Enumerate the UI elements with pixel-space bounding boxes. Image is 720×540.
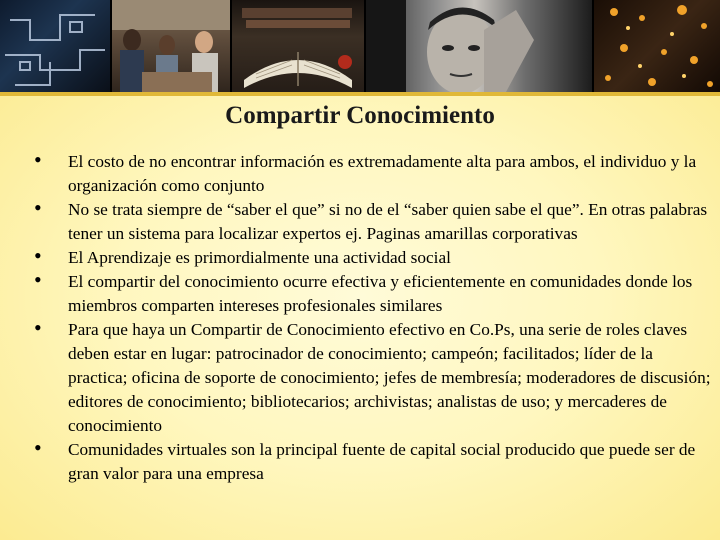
bullet-text: Para que haya un Compartir de Conocimiento efectivo en Co.Ps, una serie de roles claves deben estar en lugar: patrocinador de conocimiento; campeón; facilitados; líder de la practica; oficina de soporte de conocimiento; jefes de membresía; moderadores de discusión; editores de conocimiento; bibliotecarios; archivistas; analistas de uso; y mercaderes de conocimiento — [68, 320, 711, 435]
network-photo — [0, 0, 110, 92]
bullet-item — [30, 435, 716, 486]
bullet-item — [30, 267, 716, 318]
bullet-dot-icon: • — [34, 243, 42, 268]
bullet-dot-icon: • — [34, 435, 42, 460]
bullet-item — [30, 315, 716, 438]
bullet-item — [30, 147, 716, 198]
meeting-photo — [112, 0, 230, 92]
bullet-text: El Aprendizaje es primordialmente una actividad social — [68, 248, 451, 267]
server-rack-photo — [594, 0, 720, 92]
bullet-text: No se trata siempre de “saber el que” si no de el “saber quien sabe el que”. En otras palabras tener un sistema para localizar expertos ej. Paginas amarillas corporativas — [68, 200, 708, 243]
bullet-dot-icon: • — [34, 267, 42, 292]
banner-divider — [0, 92, 720, 96]
slide-title: Compartir Conocimiento — [225, 102, 495, 129]
bullet-dot-icon: • — [34, 195, 42, 220]
thinking-man-photo — [366, 0, 592, 92]
bullet-text: El costo de no encontrar información es extremadamente alta para ambos, el individuo y la organización como conjunto — [68, 152, 697, 195]
photo-banner — [0, 0, 720, 92]
bullet-dot-icon: • — [34, 315, 42, 340]
bullet-dot-icon: • — [34, 147, 42, 172]
bullet-list — [30, 147, 716, 486]
bullet-item — [30, 195, 716, 246]
books-photo — [232, 0, 364, 92]
bullet-text: Comunidades virtuales son la principal fuente de capital social producido que puede ser de gran valor para una empresa — [68, 440, 696, 483]
bullet-item — [30, 243, 716, 270]
bullet-text: El compartir del conocimiento ocurre efectiva y eficientemente en comunidades donde los miembros comparten intereses profesionales similares — [68, 272, 693, 315]
